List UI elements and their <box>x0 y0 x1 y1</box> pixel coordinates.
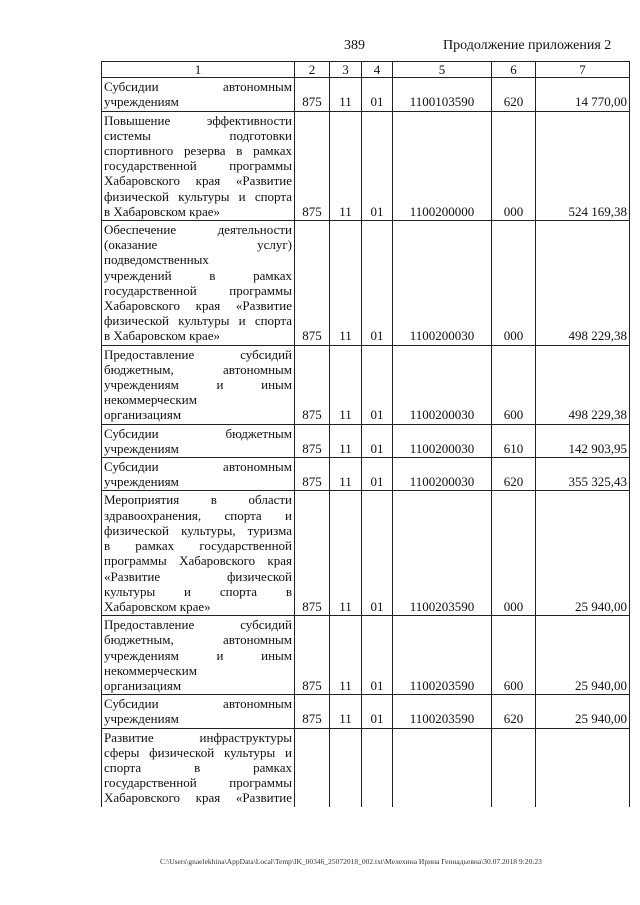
amount: 14 770,00 <box>536 78 630 111</box>
description-line: физической культуры и спорта <box>104 188 292 204</box>
section-code: 11 <box>330 345 362 424</box>
column-header: 5 <box>393 62 492 78</box>
amount: 25 940,00 <box>536 616 630 695</box>
description-line: организациям <box>104 407 182 423</box>
section-code: 11 <box>330 111 362 220</box>
description-line: некоммерческим <box>104 392 197 408</box>
continuation-title: Продолжение приложения 2 <box>443 38 612 53</box>
subsection-code: 01 <box>362 491 393 616</box>
header-row <box>102 62 630 78</box>
table-row <box>102 111 630 220</box>
column-header: 3 <box>330 62 362 78</box>
row-description <box>102 728 295 807</box>
description-line: учреждениям <box>104 711 179 727</box>
description-line: программы Хабаровского края <box>104 553 292 569</box>
description-line: организациям <box>104 677 182 693</box>
subsection-code: 01 <box>362 458 393 491</box>
admin-code: 875 <box>295 78 330 111</box>
expense-type-code: 620 <box>492 695 536 728</box>
table-row <box>102 221 630 346</box>
page-number: 389 <box>344 38 365 53</box>
subsection-code: 01 <box>362 345 393 424</box>
description-line: учреждениям <box>104 94 179 110</box>
row-description <box>102 424 295 457</box>
description-line: Мероприятия в области <box>104 492 292 508</box>
section-code: 11 <box>330 616 362 695</box>
row-description <box>102 458 295 491</box>
table-row <box>102 458 630 491</box>
description-line: бюджетным, автономным <box>104 632 292 648</box>
column-header: 4 <box>362 62 393 78</box>
section-code: 11 <box>330 424 362 457</box>
description-line: (оказание услуг) <box>104 237 292 253</box>
target-article-code: 1100200030 <box>393 424 492 457</box>
expense-type-code: 610 <box>492 424 536 457</box>
description-line: государственной программы <box>104 158 292 174</box>
row-description <box>102 111 295 220</box>
amount: 355 325,43 <box>536 458 630 491</box>
target-article-code: 1100103590 <box>393 78 492 111</box>
description-line: Обеспечение деятельности <box>104 222 292 238</box>
amount: 25 940,00 <box>536 695 630 728</box>
description-line: государственной программы <box>104 775 292 791</box>
admin-code: 875 <box>295 221 330 346</box>
expense-type-code: 600 <box>492 345 536 424</box>
row-description <box>102 695 295 728</box>
subsection-code: 01 <box>362 616 393 695</box>
amount: 498 229,38 <box>536 221 630 346</box>
admin-code: 875 <box>295 695 330 728</box>
target-article-code: 1100200000 <box>393 111 492 220</box>
target-article-code: 1100200030 <box>393 221 492 346</box>
expense-type-code: 600 <box>492 616 536 695</box>
target-article-code: 1100200030 <box>393 345 492 424</box>
section-code: 11 <box>330 221 362 346</box>
table-row <box>102 345 630 424</box>
section-code: 11 <box>330 78 362 111</box>
row-description <box>102 78 295 111</box>
subsection-code: 01 <box>362 695 393 728</box>
table-row <box>102 78 630 111</box>
table-row <box>102 424 630 457</box>
description-line: в Хабаровском крае» <box>104 203 221 219</box>
description-line: подведомственных <box>104 252 209 268</box>
description-line: Субсидии автономным <box>104 79 292 95</box>
admin-code <box>295 728 330 807</box>
column-header: 2 <box>295 62 330 78</box>
description-line: государственной программы <box>104 282 292 298</box>
description-line: учреждениям и иным <box>104 647 292 663</box>
description-line: бюджетным, автономным <box>104 361 292 377</box>
description-line: Хабаровского края «Развитие <box>104 298 292 314</box>
section-code: 11 <box>330 695 362 728</box>
admin-code: 875 <box>295 458 330 491</box>
description-line: Хабаровского края «Развитие <box>104 173 292 189</box>
description-line: Хабаровского края «Развитие <box>104 790 292 806</box>
target-article-code: 1100203590 <box>393 616 492 695</box>
section-code <box>330 728 362 807</box>
expense-type-code: 000 <box>492 491 536 616</box>
description-line: Предоставление субсидий <box>104 617 292 633</box>
amount <box>536 728 630 807</box>
description-line: Предоставление субсидий <box>104 346 292 362</box>
description-line: здравоохранения, спорта и <box>104 507 292 523</box>
budget-table <box>101 61 630 807</box>
table-row <box>102 695 630 728</box>
description-line: культуры и спорта в <box>104 583 292 599</box>
description-line: в рамках государственной <box>104 538 292 554</box>
description-line: учреждений в рамках <box>104 267 292 283</box>
description-line: Развитие инфраструктуры <box>104 729 292 745</box>
table-row <box>102 491 630 616</box>
description-line: «Развитие физической <box>104 568 292 584</box>
amount: 142 903,95 <box>536 424 630 457</box>
expense-type-code: 620 <box>492 458 536 491</box>
description-line: Повышение эффективности <box>104 112 292 128</box>
description-line: Субсидии автономным <box>104 459 292 475</box>
description-line: сферы физической культуры и <box>104 744 292 760</box>
table-row <box>102 616 630 695</box>
target-article-code: 1100203590 <box>393 695 492 728</box>
admin-code: 875 <box>295 345 330 424</box>
row-description <box>102 345 295 424</box>
description-line: Хабаровском крае» <box>104 598 211 614</box>
row-description <box>102 616 295 695</box>
description-line: Субсидии автономным <box>104 696 292 712</box>
expense-type-code <box>492 728 536 807</box>
admin-code: 875 <box>295 491 330 616</box>
expense-type-code: 000 <box>492 221 536 346</box>
description-line: физической культуры, туризма <box>104 522 292 538</box>
column-header: 1 <box>102 62 295 78</box>
amount: 25 940,00 <box>536 491 630 616</box>
description-line: некоммерческим <box>104 662 197 678</box>
description-line: спортивного резерва в рамках <box>104 143 292 159</box>
row-description <box>102 221 295 346</box>
expense-type-code: 620 <box>492 78 536 111</box>
amount: 498 229,38 <box>536 345 630 424</box>
subsection-code <box>362 728 393 807</box>
description-line: системы подготовки <box>104 127 292 143</box>
target-article-code: 1100200030 <box>393 458 492 491</box>
target-article-code <box>393 728 492 807</box>
amount: 524 169,38 <box>536 111 630 220</box>
column-header: 7 <box>536 62 630 78</box>
admin-code: 875 <box>295 616 330 695</box>
description-line: учреждениям <box>104 440 179 456</box>
description-line: в Хабаровском крае» <box>104 328 221 344</box>
section-code: 11 <box>330 491 362 616</box>
subsection-code: 01 <box>362 424 393 457</box>
description-line: Субсидии бюджетным <box>104 425 292 441</box>
column-header: 6 <box>492 62 536 78</box>
row-description <box>102 491 295 616</box>
file-path-footer: C:\Users\gnaelekhina\AppData\Local\Temp\IK_00346_25072018_002.txt\Мелехина Ирина Геннадьевна\30.07.2018 9:20:23 <box>160 857 542 866</box>
table-row <box>102 728 630 807</box>
description-line: учреждениям и иным <box>104 377 292 393</box>
description-line: физической культуры и спорта <box>104 313 292 329</box>
subsection-code: 01 <box>362 78 393 111</box>
expense-type-code: 000 <box>492 111 536 220</box>
description-line: учреждениям <box>104 474 179 490</box>
section-code: 11 <box>330 458 362 491</box>
admin-code: 875 <box>295 111 330 220</box>
subsection-code: 01 <box>362 111 393 220</box>
subsection-code: 01 <box>362 221 393 346</box>
target-article-code: 1100203590 <box>393 491 492 616</box>
description-line: спорта в рамках <box>104 759 292 775</box>
admin-code: 875 <box>295 424 330 457</box>
